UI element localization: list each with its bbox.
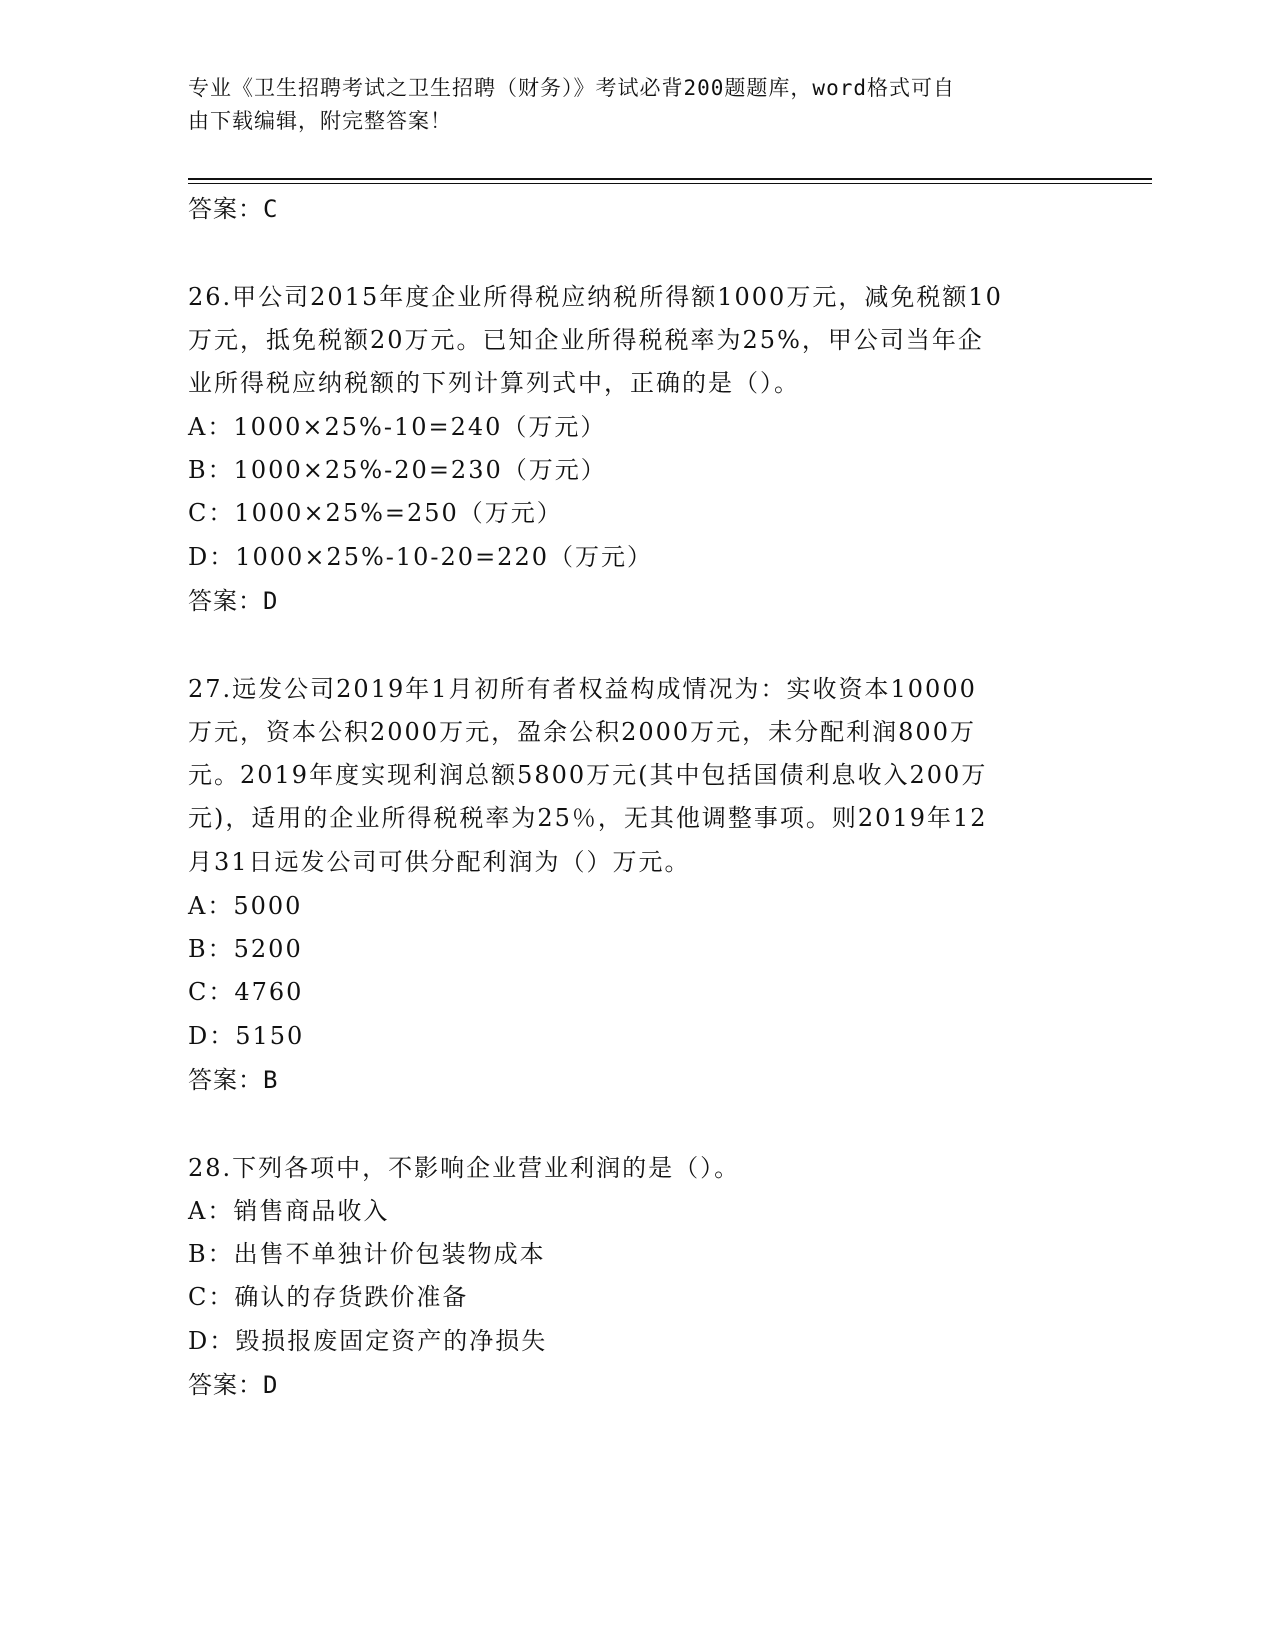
question-26-option-a: A：1000×25%-10=240（万元） xyxy=(188,413,607,441)
question-28-option-a: A：销售商品收入 xyxy=(188,1197,390,1225)
previous-answer: 答案：C xyxy=(188,195,279,223)
question-27-option-d: D：5150 xyxy=(188,1022,305,1050)
question-28-option-d: D：毁损报废固定资产的净损失 xyxy=(188,1327,548,1355)
question-27-stem-line-1: 27.远发公司2019年1月初所有者权益构成情况为：实收资本10000 xyxy=(188,675,977,703)
question-28-option-c: C：确认的存货跌价准备 xyxy=(188,1283,469,1311)
question-28-stem-line-1: 28.下列各项中，不影响企业营业利润的是（）。 xyxy=(188,1154,741,1182)
header-divider-thick xyxy=(188,178,1152,180)
question-27-stem-line-3: 元。2019年度实现利润总额5800万元(其中包括国债利息收入200万 xyxy=(188,761,988,789)
question-26-stem-line-2: 万元，抵免税额20万元。已知企业所得税税率为25%，甲公司当年企 xyxy=(188,326,984,354)
question-28-answer: 答案：D xyxy=(188,1371,279,1399)
question-27-stem-line-2: 万元，资本公积2000万元，盈余公积2000万元，未分配利润800万 xyxy=(188,718,976,746)
header-divider-thin xyxy=(188,183,1152,184)
page-header xyxy=(188,72,1068,138)
question-27-option-a: A：5000 xyxy=(188,892,303,920)
question-28-option-b: B：出售不单独计价包装物成本 xyxy=(188,1240,546,1268)
question-27-option-c: C：4760 xyxy=(188,978,304,1006)
question-26-answer: 答案：D xyxy=(188,587,279,615)
question-26-option-d: D：1000×25%-10-20=220（万元） xyxy=(188,543,653,571)
question-27-option-b: B：5200 xyxy=(188,935,303,963)
header-line-1: 专业《卫生招聘考试之卫生招聘（财务）》考试必背200题题库，word格式可自 xyxy=(188,76,955,100)
question-26-option-b: B：1000×25%-20=230（万元） xyxy=(188,456,607,484)
question-27-stem-line-5: 月31日远发公司可供分配利润为（）万元。 xyxy=(188,848,691,876)
question-26-stem-line-3: 业所得税应纳税额的下列计算列式中，正确的是（）。 xyxy=(188,369,800,397)
question-27-answer: 答案：B xyxy=(188,1066,279,1094)
question-26-option-c: C：1000×25%=250（万元） xyxy=(188,499,563,527)
question-26-stem-line-1: 26.甲公司2015年度企业所得税应纳税所得额1000万元，减免税额10 xyxy=(188,283,1003,311)
question-27-stem-line-4: 元)，适用的企业所得税税率为25％，无其他调整事项。则2019年12 xyxy=(188,804,988,832)
header-line-2: 由下载编辑，附完整答案！ xyxy=(188,109,452,133)
